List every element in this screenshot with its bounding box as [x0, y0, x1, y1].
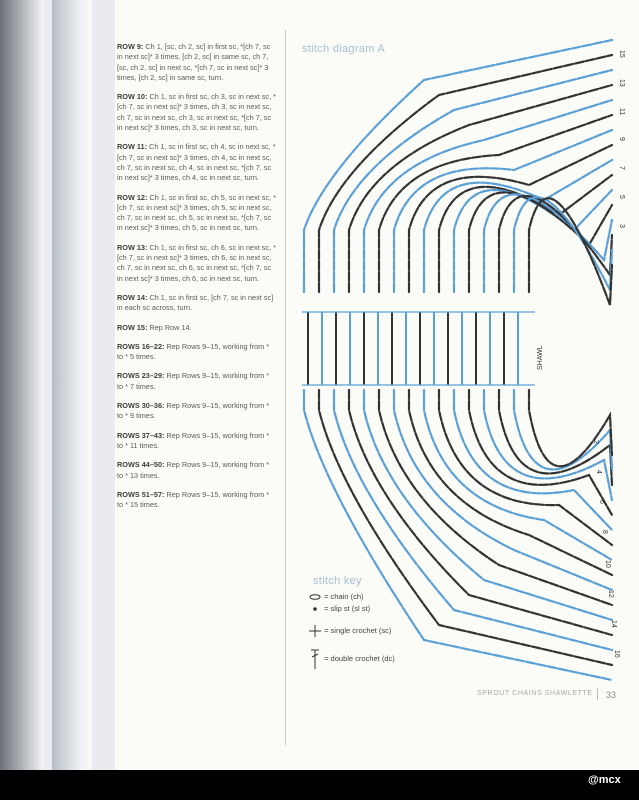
- instruction-row-text: Ch 1, sc in first sc, ch 6, sc in next sc, *[ch 7, sc in next sc]* 3 times, ch 6, sc in next sc, ch 7, sc in next sc, ch 6, sc in next sc, *[ch 7, sc in next sc]* 3 times, ch 6, sc in next sc, turn.: [117, 242, 276, 283]
- key-double: [308, 648, 395, 670]
- instruction-row-text: Rep Row 14.: [149, 322, 192, 332]
- instruction-row-label: ROWS 16–22:: [117, 341, 165, 351]
- stitch-diagram: [290, 30, 635, 690]
- chain-row-lower: [439, 390, 612, 545]
- double-crochet-symbol-icon: [308, 648, 322, 670]
- chain-symbol-icon: [308, 593, 322, 601]
- instruction-row: [117, 193, 277, 234]
- chain-row-upper: [424, 160, 612, 292]
- diagram-title: stitch diagram A: [302, 43, 386, 55]
- chain-row-upper: [454, 190, 612, 292]
- row-number-top: 3: [618, 224, 625, 228]
- instruction-row: [117, 460, 277, 481]
- column-divider: [285, 30, 286, 745]
- footer-separator: [597, 688, 598, 700]
- single-crochet-symbol-icon: [308, 624, 322, 638]
- instruction-row-text: Rep Rows 9–15, working from * to * 9 times.: [117, 401, 270, 421]
- gutter-shadow-right: [52, 0, 92, 770]
- page-number: 33: [606, 690, 617, 700]
- chain-row-lower: [529, 390, 612, 466]
- instruction-row: [117, 42, 277, 83]
- instruction-row-text: Rep Rows 9–15, working from * to * 11 times.: [117, 430, 270, 450]
- instruction-row: [117, 92, 277, 133]
- chain-row-upper: [529, 198, 612, 305]
- instruction-row: [117, 293, 277, 314]
- instruction-row-text: Rep Rows 9–15, working from * to * 15 times.: [117, 489, 270, 510]
- gutter-shadow-left: [0, 0, 44, 770]
- instruction-row-label: ROW 11:: [117, 142, 148, 152]
- key-slip: [308, 604, 370, 613]
- instruction-row-label: ROWS 37–43:: [117, 430, 165, 440]
- row-number-bottom: 10: [604, 560, 611, 568]
- instruction-row-label: ROW 10:: [117, 92, 148, 102]
- instruction-row-label: ROWS 23–29:: [117, 371, 165, 381]
- row-number-top: 13: [618, 79, 625, 87]
- chain-row-upper: [499, 196, 612, 292]
- slip-stitch-symbol-icon: [308, 605, 322, 613]
- chain-row-upper: [304, 40, 612, 292]
- instruction-row-label: ROW 14:: [117, 292, 148, 302]
- instruction-row: [117, 371, 277, 392]
- instruction-row-text: Rep Rows 9–15, working from * to * 7 times.: [117, 371, 270, 391]
- footer-title: SPROUT CHAINS SHAWLETTE: [477, 690, 593, 697]
- instruction-row: [117, 431, 277, 452]
- row-number-bottom: 14: [610, 620, 617, 628]
- pattern-instructions: [117, 42, 277, 519]
- instruction-row-text: Rep Rows 9–15, working from * to * 13 times.: [117, 460, 270, 480]
- watermark: @mcx: [588, 774, 621, 786]
- row-number-top: 15: [618, 50, 625, 58]
- row-number-bottom: 4: [595, 470, 602, 474]
- key-single: [308, 624, 391, 638]
- stitch-key-title: stitch key: [313, 575, 362, 587]
- instruction-row-label: ROW 15:: [117, 322, 148, 332]
- instruction-row-label: ROWS 51–57:: [117, 489, 165, 499]
- chain-row-lower: [469, 390, 612, 515]
- instruction-row-label: ROWS 30–36:: [117, 401, 165, 411]
- instruction-row-label: ROW 9:: [117, 42, 144, 51]
- row-number-top: 11: [618, 108, 625, 116]
- chain-row-upper: [334, 70, 612, 292]
- key-double-label: = double crochet (dc): [324, 653, 395, 663]
- row-number-top: 9: [618, 137, 625, 141]
- instruction-row-label: ROW 12:: [117, 192, 148, 202]
- instruction-row-text: Ch 1, sc in first sc, ch 5, sc in next sc, *[ch 7, sc in next sc]* 3 times, ch 5, sc in next sc, ch 7, sc in next sc, ch 5, sc in next sc, *[ch 7, sc in next sc]* 3 times, ch 5, sc in next sc, turn.: [117, 192, 276, 233]
- row-number-top: 7: [618, 166, 625, 170]
- shawl-label: SHAWL: [537, 345, 544, 370]
- row-number-bottom: 16: [613, 650, 620, 658]
- instruction-row-label: ROWS 44–50:: [117, 460, 165, 470]
- instruction-row: [117, 142, 277, 183]
- instruction-row: [117, 323, 277, 333]
- row-number-bottom: 8: [601, 530, 608, 534]
- instruction-row-label: ROW 13:: [117, 242, 148, 252]
- key-chain-label: = chain (ch): [324, 592, 364, 601]
- instruction-row: [117, 490, 277, 511]
- instruction-row-text: Rep Rows 9–15, working from * to * 5 times.: [117, 341, 270, 362]
- row-number-bottom: 6: [598, 500, 605, 504]
- instruction-row-text: Ch 1, sc in first sc, ch 3, sc in next sc, *[ch 7, sc in next sc]* 3 times, ch 3, sc in next sc, ch 7, sc in next sc, ch 3, sc in next sc, *[ch 7, sc in next sc]* 3 times, ch 3, sc in next sc, turn.: [117, 92, 276, 133]
- row-number-bottom: 2: [592, 440, 599, 444]
- row-number-top: 5: [618, 195, 625, 199]
- chain-row-lower: [379, 390, 612, 605]
- instruction-row: [117, 342, 277, 363]
- key-chain: [308, 592, 364, 601]
- key-single-label: = single crochet (sc): [324, 625, 392, 635]
- chain-row-lower: [424, 390, 612, 560]
- instruction-row: [117, 243, 277, 284]
- row-number-bottom: 12: [607, 590, 614, 598]
- instruction-row-text: Ch 1, [sc, ch 2, sc] in first sc, *[ch 7, sc in next sc]* 3 times, [ch 2, sc] in same sc, ch 7, [sc, ch 2, sc] in next sc, *[ch 7, sc in next sc]* 3 times, [ch 2, sc] in same sc, turn.: [117, 42, 271, 82]
- instruction-row: [117, 401, 277, 422]
- instruction-row-text: Ch 1, sc in first sc, ch 4, sc in next sc, *[ch 7, sc in next sc]* 3 times, ch 4, sc in next sc, ch 7, sc in next sc, ch 4, sc in next sc, *[ch 7, sc in next sc]* 3 times, ch 4, sc in next sc, turn.: [117, 142, 276, 183]
- instruction-row-text: Ch 1, sc in first sc, [ch 7, sc in next sc] in each sc across, turn.: [117, 292, 274, 313]
- key-slip-label: = slip st (sl st): [324, 604, 371, 613]
